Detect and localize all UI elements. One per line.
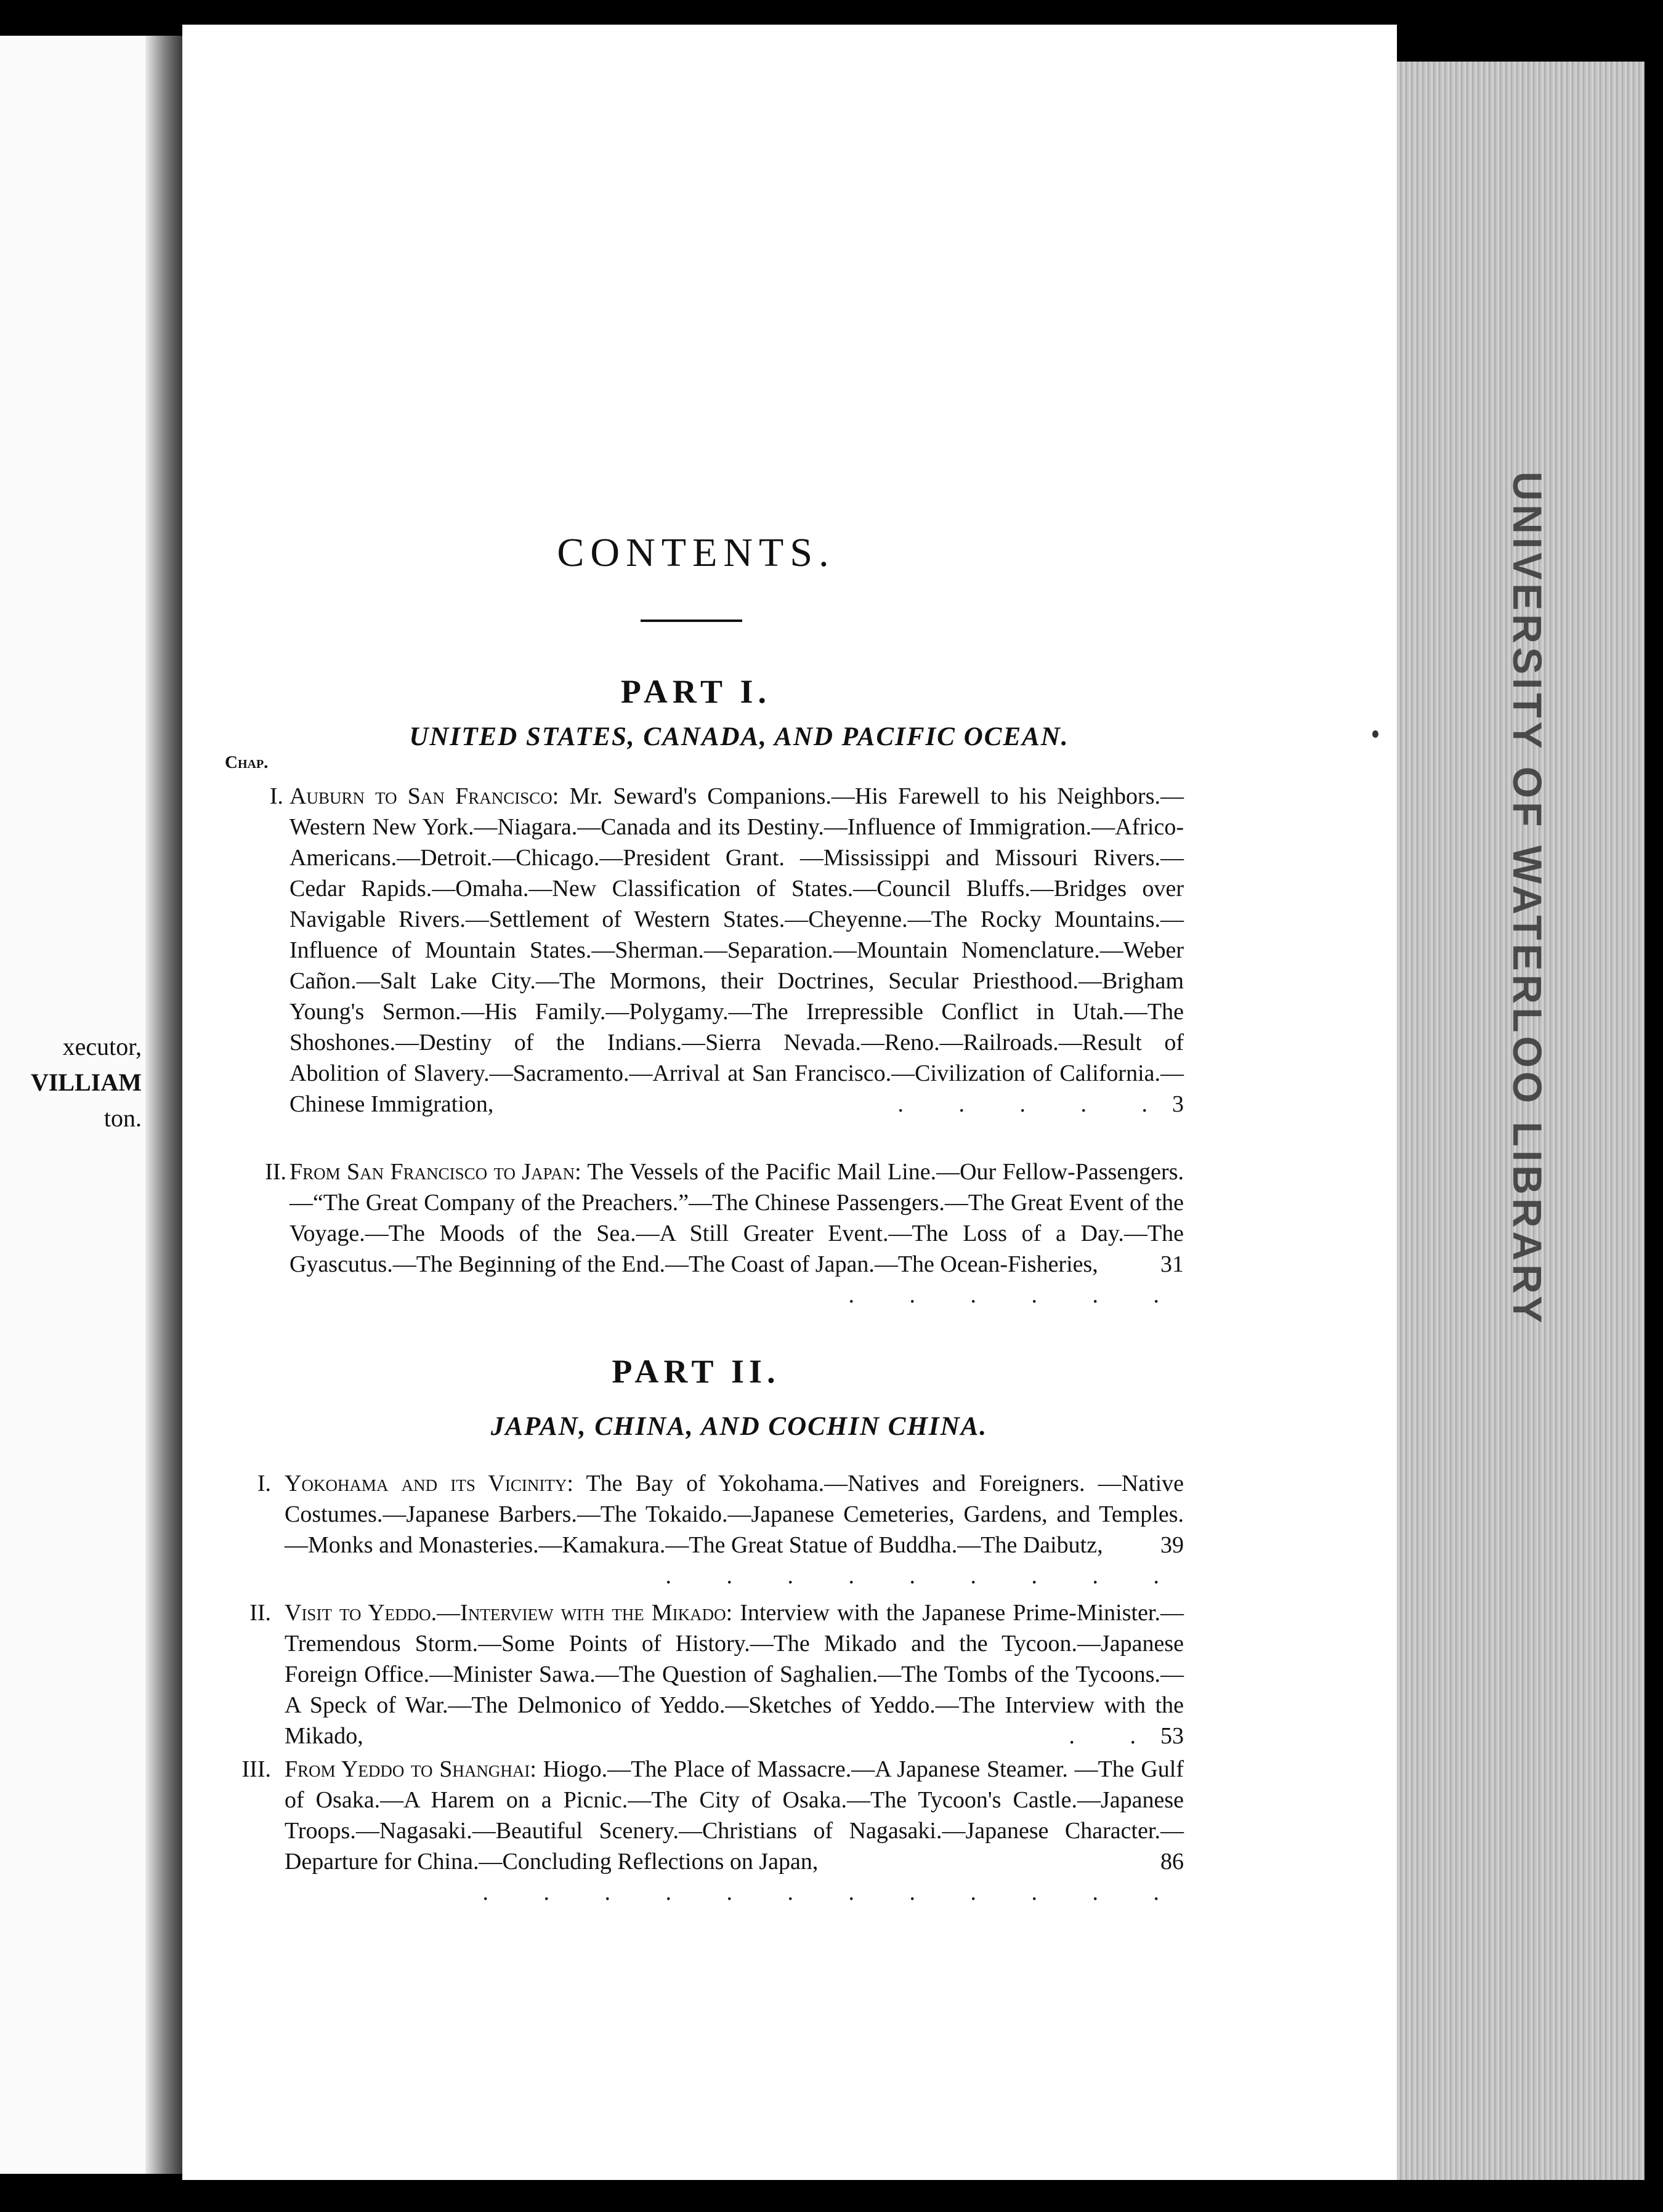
book-gutter [145, 36, 182, 2174]
page-title: CONTENTS. [557, 530, 835, 575]
chapter-heading: Visit to Yeddo.—Interview with the Mikado: [285, 1600, 733, 1626]
ink-speck [1372, 730, 1378, 738]
chapter-heading: From San Francisco to Japan: [289, 1159, 581, 1185]
part-2-chapter-1-number: I. [257, 1471, 271, 1496]
leader-dots: . . . . . . [848, 1282, 1184, 1308]
previous-page-line: ton. [103, 1104, 142, 1132]
part-2-chapter-2-number: II. [249, 1600, 271, 1626]
part-2-chapter-1-entry[interactable] [285, 1468, 1184, 1591]
chapter-heading: Auburn to San Francisco: [289, 783, 559, 809]
part-1-chapter-2-entry[interactable] [289, 1156, 1184, 1310]
leader-dots: . . . . . [897, 1091, 1172, 1117]
part-2-chapter-3-number: III. [241, 1756, 271, 1782]
chapter-summary: The Vessels of the Pacific Mail Line.—Our Fellow-Passengers.—“The Great Company of the Preachers.”—The Chinese Passengers.—The Great Event of the Voyage.—The Moods of the Sea.—A Still Greater Event.—The Loss of a Day.—The Gyascutus.—The Beginning of the End.—The Coast of Japan.—The Ocean-Fisheries, [289, 1159, 1184, 1277]
previous-page-line: xecutor, [62, 1033, 142, 1060]
page-number: 53 [1160, 1723, 1184, 1749]
page-number: 31 [1160, 1251, 1184, 1277]
part-1-chapter-1-entry[interactable] [289, 781, 1184, 1120]
chapter-summary: Hiogo.—The Place of Massacre.—A Japanese Steamer. —The Gulf of Osaka.—A Harem on a Picnic.—The City of Osaka.—The Tycoon's Castle.—Japanese Troops.—Nagasaki.—Beautiful Scenery.—Christians of Nagasaki.—Japanese Character.—Departure for China.—Concluding Reflections on Japan, [285, 1756, 1184, 1875]
chapter-summary: Mr. Seward's Companions.—His Farewell to his Neighbors.—Western New York.—Niagara.—Canada and its Destiny.—Influence of Immigration.—Africo-Americans.—Detroit.—Chicago.—President Grant. —Mississippi and Missouri Rivers.—Cedar Rapids.—Omaha.—New Classification of States.—Council Bluffs.—Bridges over Navigable Rivers.—Settlement of Western States.—Cheyenne.—The Rocky Mountains.—Influence of Mountain States.—Sherman.—Separation.—Mountain Nomenclature.—Weber Cañon.—Salt Lake City.—The Mormons, their Doctrines, Secular Priesthood.—Brigham Young's Sermon.—His Family.—Polygamy.—The Irrepressible Conflict in Utah.—The Shoshones.—Destiny of the Indians.—Sierra Nevada.—Reno.—Railroads.—Result of Abolition of Slavery.—Sacramento.—Arrival at San Francisco.—Civilization of California.—Chinese Immigration, [289, 783, 1184, 1117]
previous-page-line: VILLIAM [30, 1068, 142, 1096]
chapter-summary: The Bay of Yokohama.—Natives and Foreigners. —Native Costumes.—Japanese Barbers.—The Tokaido.—Japanese Cemeteries, Gardens, and Temples.—Monks and Monasteries.—Kamakura.—The Great Statue of Buddha.—The Daibutz, [285, 1471, 1184, 1558]
chapter-column-label: Chap. [225, 753, 269, 772]
part-2-chapter-2-entry[interactable] [285, 1597, 1184, 1751]
chapter-heading: From Yeddo to Shanghai: [285, 1756, 536, 1782]
page-number: 86 [1160, 1849, 1184, 1875]
part-1-chapter-2-number: II. [265, 1159, 286, 1185]
title-rule [641, 620, 742, 622]
library-stamp: UNIVERSITY OF WATERLOO LIBRARY [1505, 471, 1550, 1327]
part-2-subtitle: JAPAN, CHINA, AND COCHIN CHINA. [490, 1412, 988, 1441]
leader-dots: . . [1069, 1723, 1160, 1749]
part-1-subtitle: UNITED STATES, CANADA, AND PACIFIC OCEAN. [409, 722, 1069, 751]
page-number: 39 [1160, 1532, 1184, 1558]
leader-dots: . . . . . . . . . . . . [482, 1879, 1184, 1905]
part-1-chapter-1-number: I. [269, 783, 283, 809]
part-2-chapter-3-entry[interactable] [285, 1754, 1184, 1908]
leader-dots: . . . . . . . . . [665, 1563, 1184, 1589]
chapter-heading: Yokohama and its Vicinity: [285, 1471, 573, 1496]
page-number: 3 [1172, 1091, 1184, 1117]
part-2-title: PART II. [612, 1353, 780, 1390]
chapter-summary: Interview with the Japanese Prime-Minister.—Tremendous Storm.—Some Points of History.—The Mikado and the Tycoon.—Japanese Foreign Office.—Minister Sawa.—The Question of Saghalien.—The Tombs of the Tycoons.—A Speck of War.—The Delmonico of Yeddo.—Sketches of Yeddo.—The Interview with the Mikado, [285, 1600, 1184, 1749]
previous-page [0, 36, 148, 2174]
part-1-title: PART I. [620, 673, 772, 710]
